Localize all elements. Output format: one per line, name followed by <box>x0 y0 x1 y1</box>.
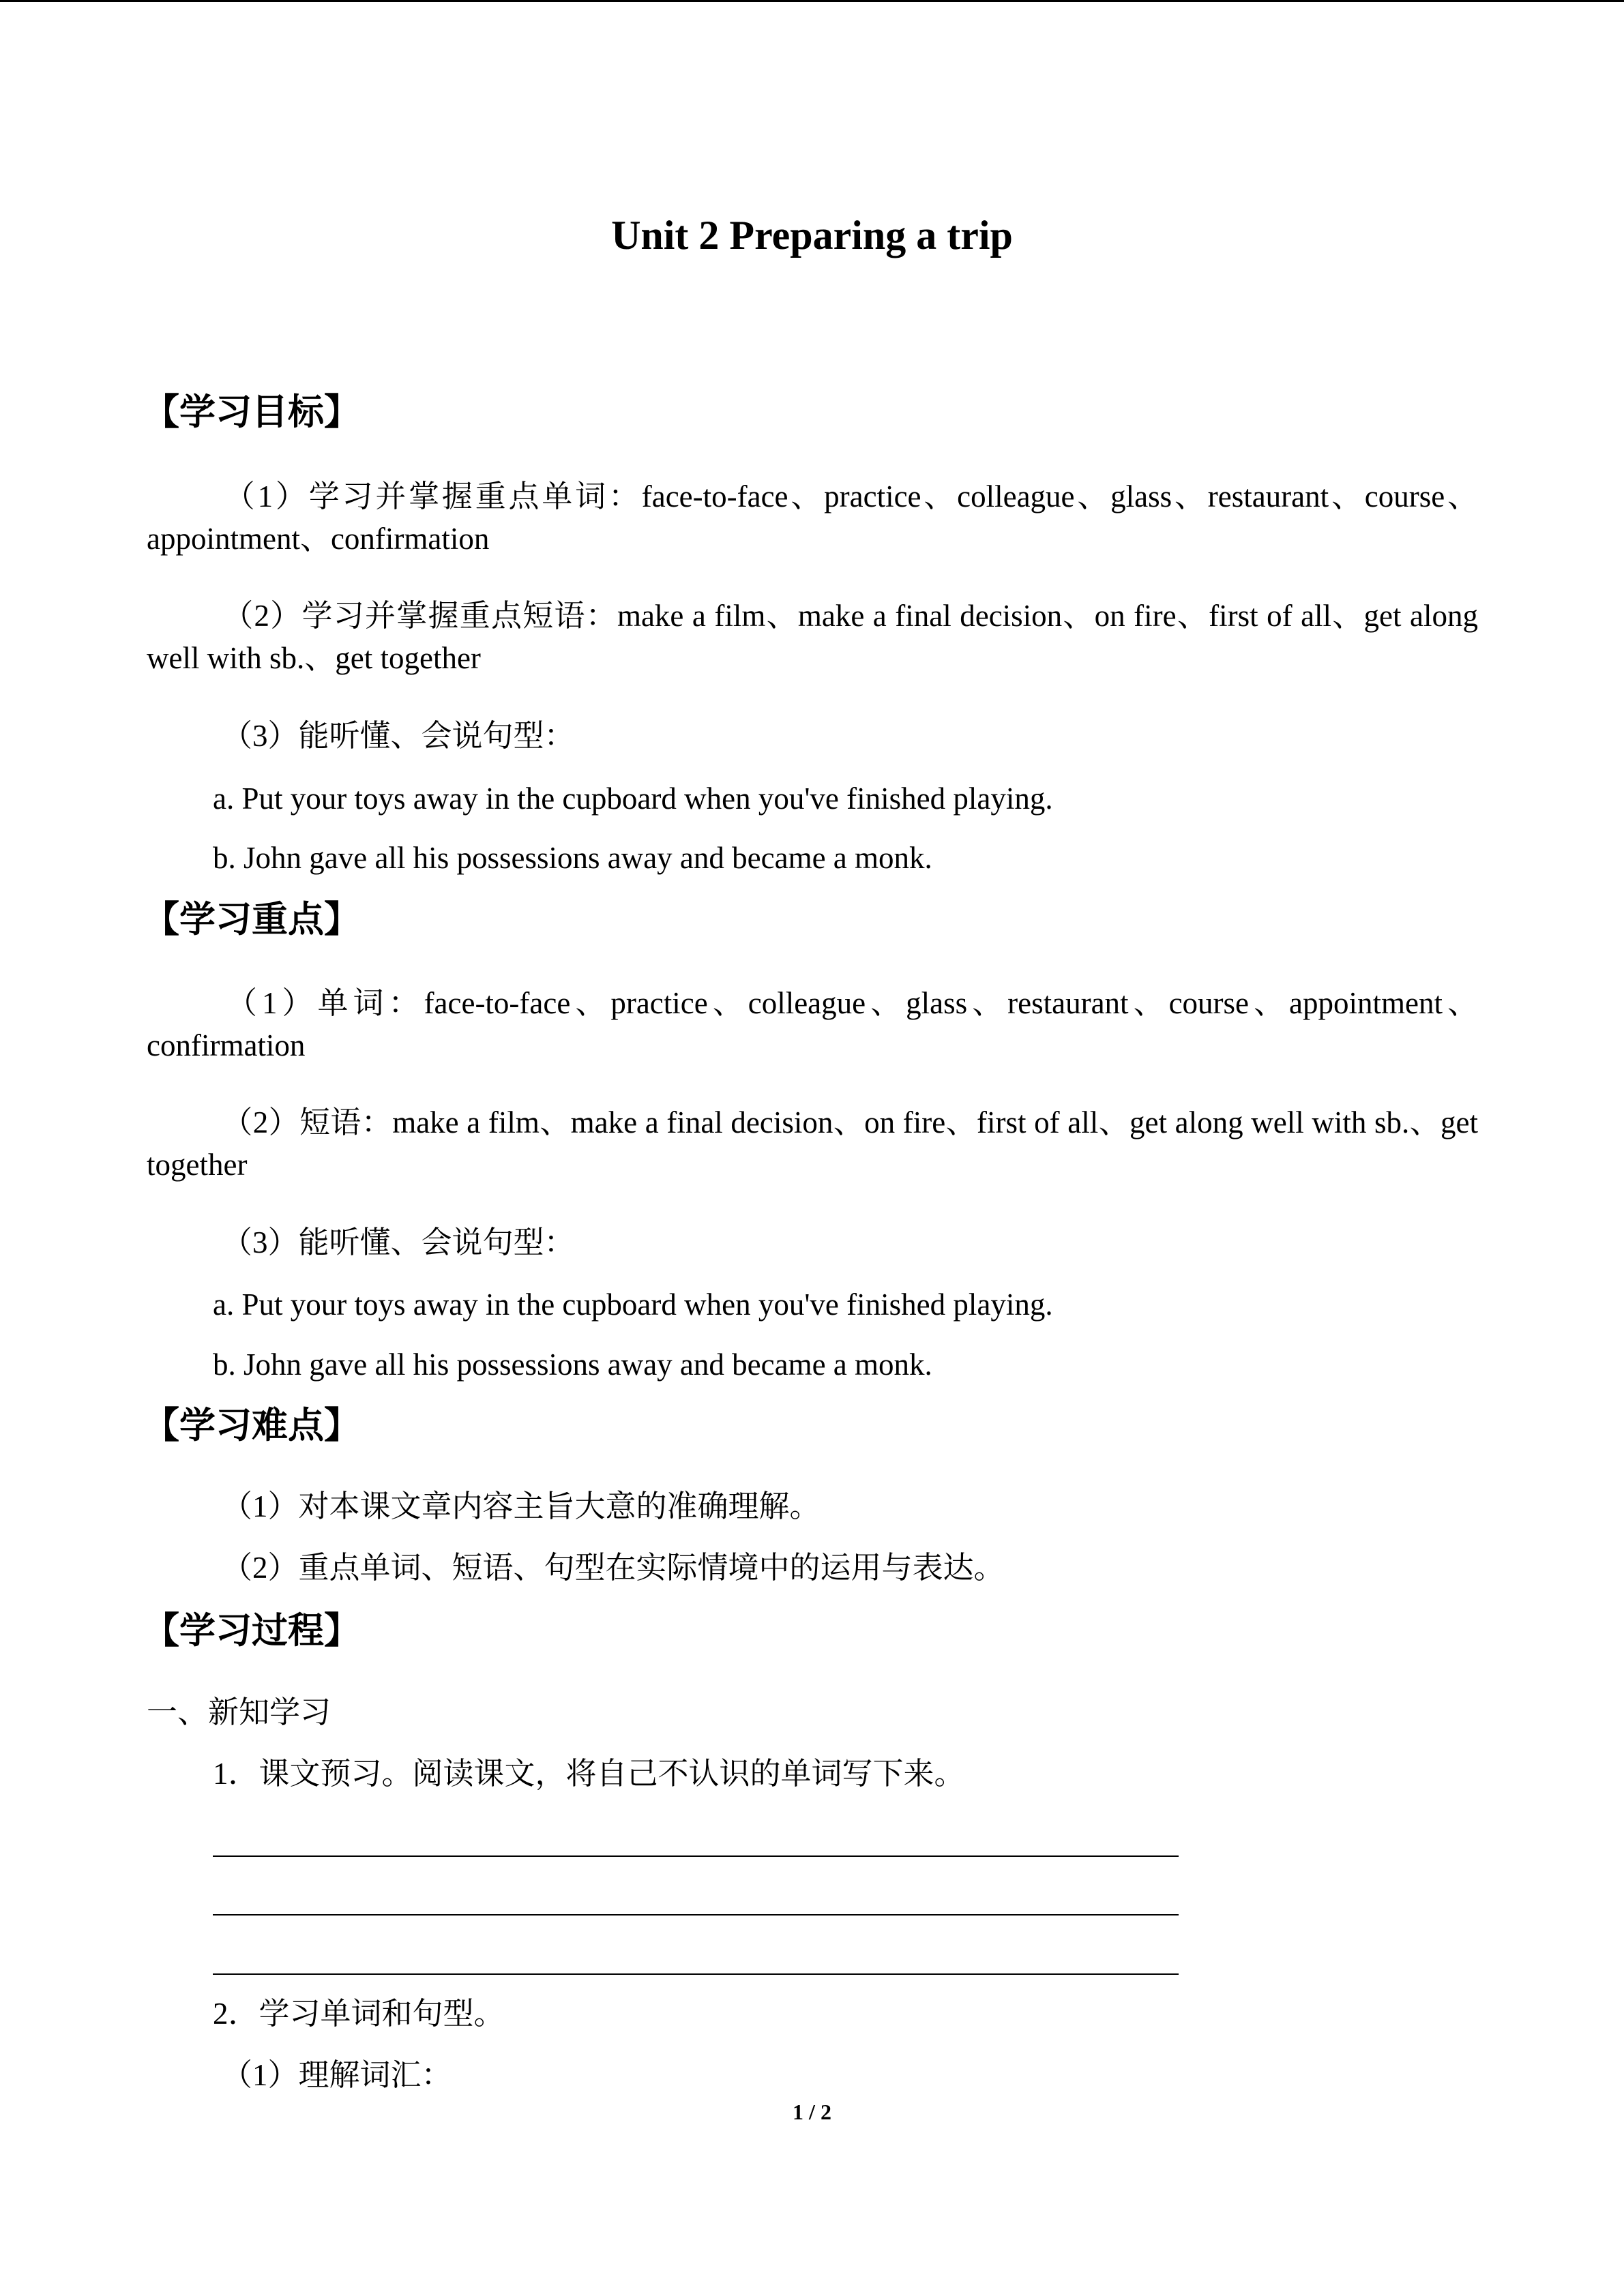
process-item-2-1: （1）理解词汇： <box>222 2058 452 2092</box>
document-title: Unit 2 Preparing a trip <box>611 213 1013 258</box>
goals-words: （1）学习并掌握重点单词：face-to-face、practice、colleague、glass、restaurant、course、appointment、confirmation <box>147 479 1478 556</box>
heading-difficulties: 【学习难点】 <box>143 1405 360 1446</box>
page-top-border <box>0 0 1624 2</box>
goals-sentence-b: b. John gave all his possessions away and became a monk. <box>213 841 932 875</box>
answer-blank-line <box>213 1855 1179 1857</box>
key-words: （1）单词：face-to-face、practice、colleague、glass、restaurant、course、appointment、confirmation <box>147 986 1478 1062</box>
difficulty-1: （1）对本课文章内容主旨大意的准确理解。 <box>222 1489 821 1523</box>
heading-learning-goals: 【学习目标】 <box>143 391 360 433</box>
difficulty-2: （2）重点单词、短语、句型在实际情境中的运用与表达。 <box>222 1551 1005 1585</box>
goals-sentences-label: （3）能听懂、会说句型： <box>222 719 575 753</box>
page-number: 1 / 2 <box>793 2100 831 2124</box>
process-item-2: 2．学习单词和句型。 <box>213 1997 505 2031</box>
key-sentences-label: （3）能听懂、会说句型： <box>222 1225 575 1259</box>
process-part-1: 一、新知学习 <box>147 1695 331 1729</box>
answer-blank-line <box>213 1914 1179 1915</box>
process-item-1: 1．课文预习。阅读课文，将自己不认识的单词写下来。 <box>213 1757 965 1791</box>
goals-phrases: （2）学习并掌握重点短语：make a film、make a final decision、on fire、first of all、get along well with sb.、get together <box>147 599 1478 675</box>
goals-sentence-a: a. Put your toys away in the cupboard when you've finished playing. <box>213 781 1053 816</box>
heading-key-points: 【学习重点】 <box>143 899 360 940</box>
key-sentence-b: b. John gave all his possessions away and became a monk. <box>213 1347 932 1382</box>
key-phrases: （2）短语：make a film、make a final decision、on fire、first of all、get along well with sb.、get together <box>147 1105 1478 1182</box>
heading-learning-process: 【学习过程】 <box>143 1610 360 1652</box>
key-sentence-a: a. Put your toys away in the cupboard when you've finished playing. <box>213 1287 1053 1322</box>
answer-blank-line <box>213 1973 1179 1975</box>
